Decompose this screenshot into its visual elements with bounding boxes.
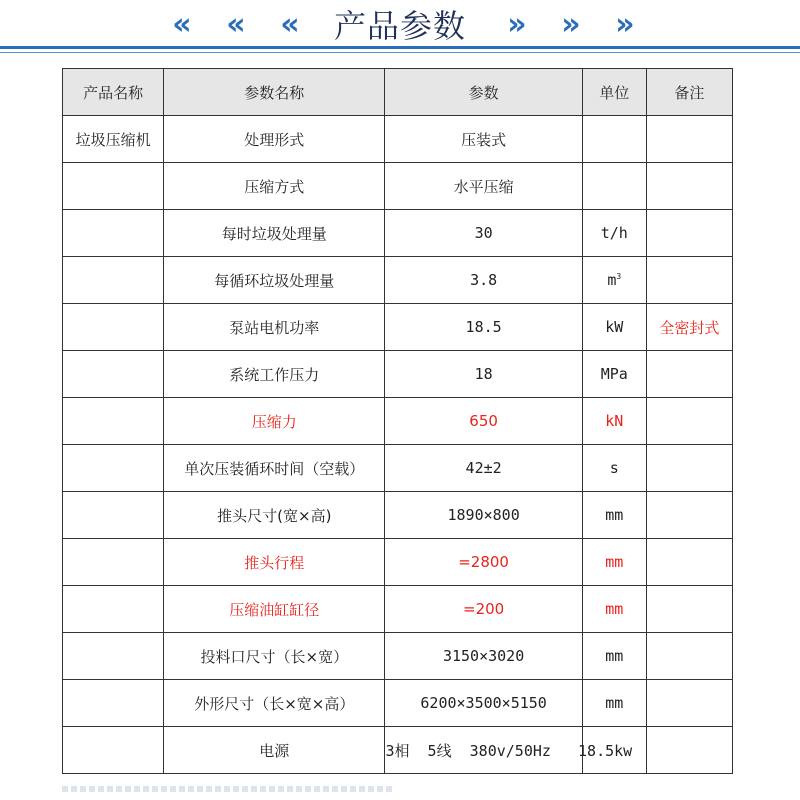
page-header (0, 0, 800, 58)
cell-value: 压装式 (385, 116, 582, 163)
cell-param: 投料口尺寸（长×宽） (164, 633, 385, 680)
table-row (63, 445, 733, 492)
right-chevron-decoration (495, 7, 647, 42)
cell-note (646, 116, 732, 163)
cell-param: 处理形式 (164, 116, 385, 163)
cell-unit: mm (582, 539, 646, 586)
cell-note (646, 351, 732, 398)
cell-param: 推头尺寸(宽×高) (164, 492, 385, 539)
column-header-value: 参数 (385, 69, 582, 116)
table-row (63, 586, 733, 633)
cell-note (646, 210, 732, 257)
cell-unit (582, 257, 646, 304)
cell-product (63, 727, 164, 774)
table-row (63, 163, 733, 210)
table-row (63, 351, 733, 398)
table-row (63, 680, 733, 727)
cell-unit (582, 163, 646, 210)
double-chevron-right-icon: » (561, 7, 581, 42)
cell-product (63, 163, 164, 210)
cell-param: 压缩力 (164, 398, 385, 445)
cell-product (63, 539, 164, 586)
cell-value: 18.5 (385, 304, 582, 351)
cell-unit: mm (582, 586, 646, 633)
cell-note (646, 680, 732, 727)
cell-note (646, 539, 732, 586)
cell-product (63, 633, 164, 680)
cell-unit: kN (582, 398, 646, 445)
unit-base: m (607, 271, 617, 289)
cell-product (63, 586, 164, 633)
cell-product (63, 680, 164, 727)
cell-param: 外形尺寸（长×宽×高） (164, 680, 385, 727)
cell-param: 单次压装循环时间（空载） (164, 445, 385, 492)
cell-value: 650 (385, 398, 582, 445)
table-row (63, 727, 733, 774)
cell-unit: s (582, 445, 646, 492)
page-title: 产品参数 (333, 7, 466, 45)
column-header-param: 参数名称 (164, 69, 385, 116)
cell-unit: mm (582, 492, 646, 539)
cell-value: =2800 (385, 539, 582, 586)
header-divider (0, 46, 800, 49)
cell-value: 水平压缩 (385, 163, 582, 210)
cell-product (63, 257, 164, 304)
cell-product: 垃圾压缩机 (63, 116, 164, 163)
cell-value: 3150×3020 (385, 633, 582, 680)
double-chevron-right-icon: » (507, 7, 527, 42)
cell-param: 每时垃圾处理量 (164, 210, 385, 257)
cell-note (646, 492, 732, 539)
table-row (63, 304, 733, 351)
cell-note (646, 163, 732, 210)
cell-unit: t/h (582, 210, 646, 257)
table-row (63, 539, 733, 586)
cell-unit: mm (582, 680, 646, 727)
cell-product (63, 304, 164, 351)
cell-value: 1890×800 (385, 492, 582, 539)
parameter-table (62, 68, 733, 774)
cell-value: 18 (385, 351, 582, 398)
table-row (63, 398, 733, 445)
cell-value: 3相 5线 380v/50Hz 18.5kw (385, 727, 582, 774)
double-chevron-left-icon: « (226, 7, 246, 42)
cell-unit: kW (582, 304, 646, 351)
column-header-unit: 单位 (582, 69, 646, 116)
cell-value: 6200×3500×5150 (385, 680, 582, 727)
unit-superscript: 3 (616, 272, 622, 281)
table-header-row (63, 69, 733, 116)
table-row (63, 633, 733, 680)
cell-value: =200 (385, 586, 582, 633)
cell-param: 推头行程 (164, 539, 385, 586)
cell-param: 每循环垃圾处理量 (164, 257, 385, 304)
cell-unit (582, 116, 646, 163)
double-chevron-left-icon: « (280, 7, 300, 42)
cell-unit: mm (582, 633, 646, 680)
cell-note (646, 445, 732, 492)
cell-value: 3.8 (385, 257, 582, 304)
cell-note (646, 398, 732, 445)
cell-unit: MPa (582, 351, 646, 398)
cell-param: 压缩油缸缸径 (164, 586, 385, 633)
column-header-note: 备注 (646, 69, 732, 116)
table-row (63, 116, 733, 163)
cell-note (646, 257, 732, 304)
cell-product (63, 351, 164, 398)
cell-param: 泵站电机功率 (164, 304, 385, 351)
column-header-product: 产品名称 (63, 69, 164, 116)
cell-product (63, 398, 164, 445)
cell-product (63, 492, 164, 539)
cell-product (63, 445, 164, 492)
table-row (63, 492, 733, 539)
cell-param: 压缩方式 (164, 163, 385, 210)
cell-value: 30 (385, 210, 582, 257)
double-chevron-left-icon: « (172, 7, 192, 42)
cell-note: 全密封式 (646, 304, 732, 351)
table-row (63, 257, 733, 304)
cell-param: 系统工作压力 (164, 351, 385, 398)
bottom-watermark-strip (62, 786, 392, 792)
cell-value: 42±2 (385, 445, 582, 492)
cell-note (646, 586, 732, 633)
cell-note (646, 727, 732, 774)
cell-product (63, 210, 164, 257)
double-chevron-right-icon: » (615, 7, 635, 42)
table-row (63, 210, 733, 257)
cell-param: 电源 (164, 727, 385, 774)
cell-note (646, 633, 732, 680)
header-divider-thin (0, 52, 800, 53)
